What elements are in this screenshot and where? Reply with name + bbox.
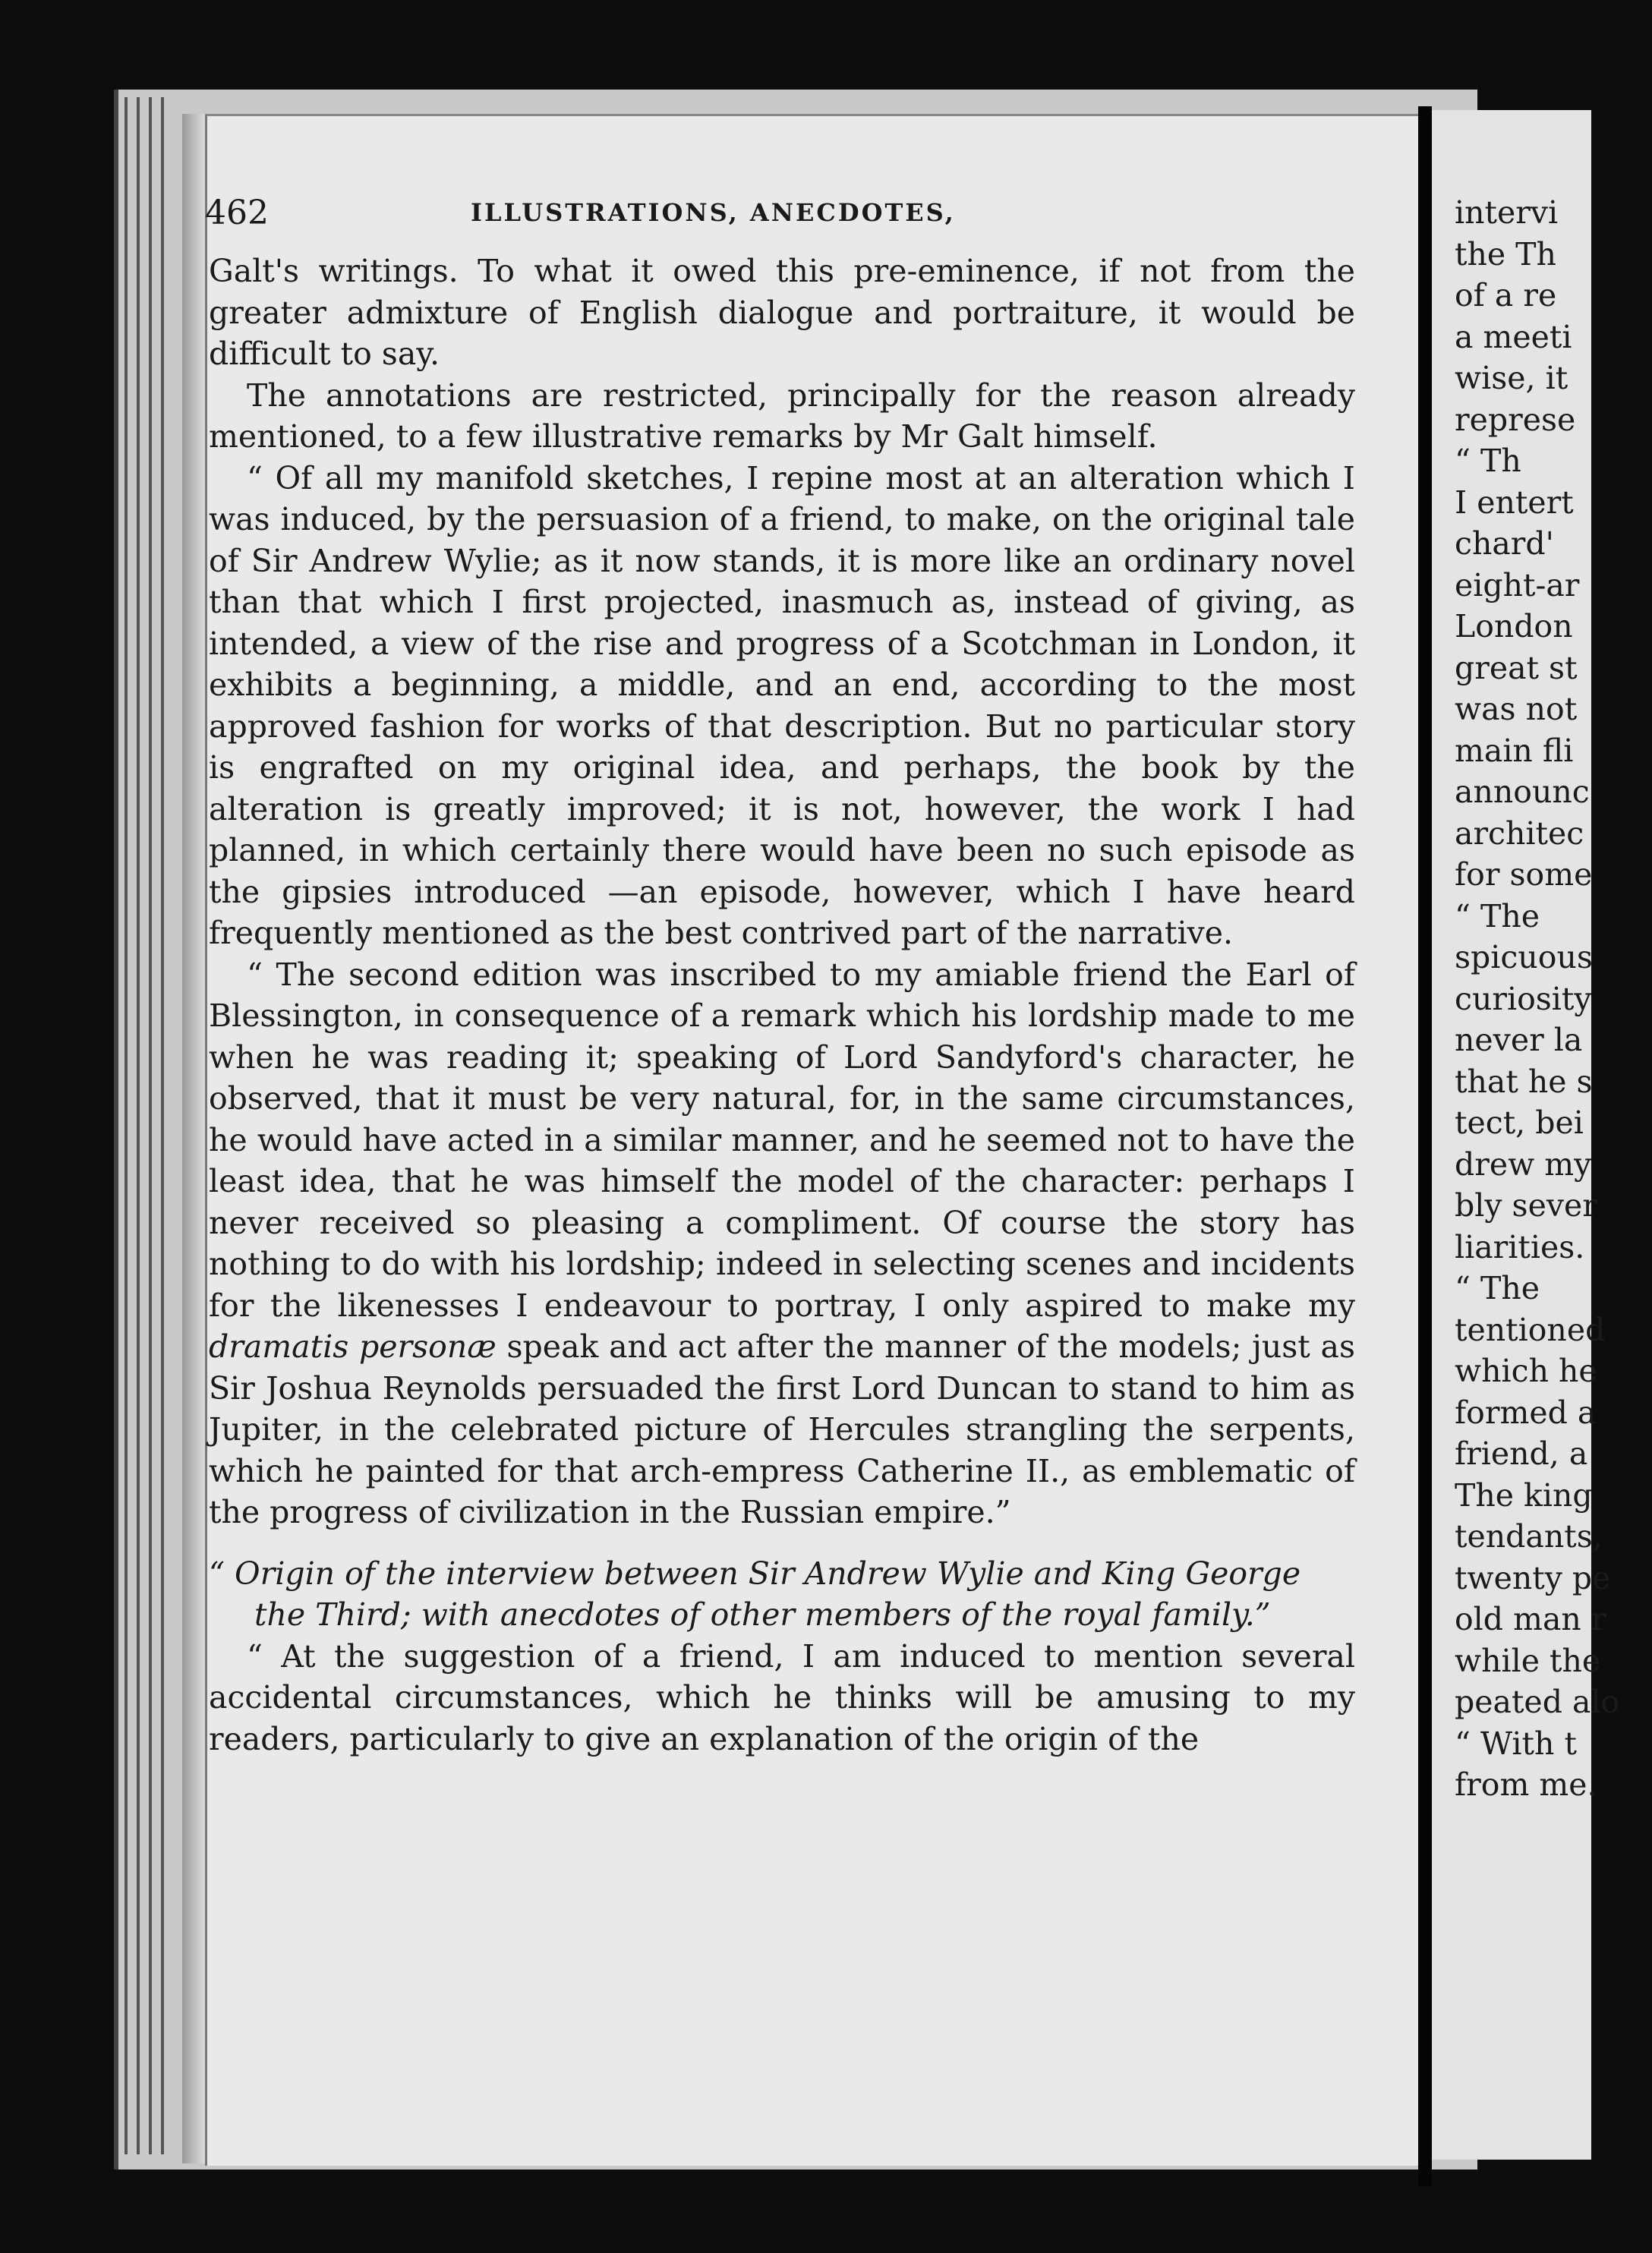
right-page-line: eight-ar xyxy=(1455,566,1580,603)
right-page-line: tendants, xyxy=(1455,1518,1603,1555)
right-page-line: “ Th xyxy=(1455,443,1521,479)
right-page-line: represe xyxy=(1455,401,1576,438)
right-page-line: “ With t xyxy=(1455,1725,1577,1762)
paragraph-text: “ The second edition was inscribed to my amiable friend the Earl of Blessington, in consequence of a remark which his lordship made to me when he was reading it; speaking of Lord Sandyford's character, he observed, that it must be very natural, for, in the same circumstances, he would have acted in a similar manner, and he seemed not to have the least idea, that he was himself the model of the character: perhaps I never received so pleasing a compliment. Of course the story has nothing to do with his lordship; indeed in selecting scenes and incidents for the likenesses I endeavour to portray, I only aspired to make my xyxy=(209,956,1355,1324)
paragraph xyxy=(209,954,1355,1533)
page-header xyxy=(0,194,1591,232)
paragraph: The annotations are restricted, principally for the reason already mentioned, to a few illustrative remarks by Mr Galt himself. xyxy=(209,377,1355,455)
right-page-line: the Th xyxy=(1455,235,1556,273)
right-page-line: architec xyxy=(1455,815,1584,852)
right-page-line: “ The xyxy=(1455,897,1540,934)
right-page-line: of a re xyxy=(1455,277,1557,314)
right-page-line: old man r xyxy=(1455,1601,1606,1637)
paragraph: Galt's writings. To what it owed this pre-eminence, if not from the greater admixture of English dialogue and portraiture, it would be difficult to say. xyxy=(209,253,1355,372)
right-page-line: chard' xyxy=(1455,525,1554,562)
right-page-line: main fli xyxy=(1455,732,1574,769)
right-page-line: which he xyxy=(1455,1353,1597,1389)
caption-line: “ Origin of the interview between Sir Andrew Wylie and King George xyxy=(209,1555,1301,1592)
right-page-line: friend, a xyxy=(1455,1435,1588,1472)
right-page-line: drew my xyxy=(1455,1145,1592,1183)
paragraph: “ Of all my manifold sketches, I repine most at an alteration which I was induced, by the persuasion of a friend, to make, on the original tale of Sir Andrew Wylie; as it now stands, it is more like an ordinary novel than that which I first projected, inasmuch as, instead of giving, as intended, a view of the rise and progress of a Scotchman in London, it exhibits a beginning, a middle, and an end, according to the most approved fashion for works of that description. But no particular story is engrafted on my original idea, and perhaps, the book by the alteration is greatly improved; it is not, however, the work I had planned, in which certainly there would have been no such episode as the gipsies introduced —an episode, however, which I have heard frequently mentioned as the best contrived part of the narrative. xyxy=(209,459,1355,951)
body-text xyxy=(209,251,1355,1760)
right-page-line: wise, it xyxy=(1455,360,1568,396)
right-page-line: curiosity xyxy=(1455,980,1592,1017)
right-page-line: twenty pe xyxy=(1455,1559,1611,1596)
italic-phrase: dramatis personæ xyxy=(209,1328,497,1365)
right-page-line: liarities. xyxy=(1455,1228,1585,1265)
right-page-line: spicuous xyxy=(1455,939,1593,975)
right-page-text xyxy=(1455,192,1652,1806)
right-page-line: I entert xyxy=(1455,484,1574,521)
right-page-line: was not xyxy=(1455,691,1578,727)
right-page xyxy=(1432,110,1620,2160)
right-page-line: that he s xyxy=(1455,1063,1593,1100)
section-caption xyxy=(209,1553,1355,1636)
right-page-line: while the xyxy=(1455,1642,1601,1679)
right-page-line: never la xyxy=(1455,1022,1583,1058)
page-edge-line xyxy=(125,97,128,2154)
right-page-line: for some xyxy=(1455,856,1593,893)
page-edge-line xyxy=(137,97,140,2154)
binding-edge xyxy=(182,114,205,2163)
right-page-line: peated alo xyxy=(1455,1684,1620,1720)
paragraph-text: speak and act after the manner of the models; just as Sir Joshua Reynolds persuaded the first Lord Duncan to stand to him as Jupiter, in the celebrated picture of Hercules strangling the serpents, which he painted for that arch-empress Catherine II., as emblematic of the progress of civilization in the Russian empire.” xyxy=(209,1328,1355,1530)
right-page-line: intervi xyxy=(1455,194,1559,231)
book-spine xyxy=(1418,106,1432,2186)
right-page-line: tentioned xyxy=(1455,1311,1606,1348)
right-page-line: formed a xyxy=(1455,1394,1597,1431)
right-page-line: tect, bei xyxy=(1455,1104,1584,1141)
page-edge-line xyxy=(161,97,164,2154)
right-page-line: a meeti xyxy=(1455,318,1572,355)
page-edge-line xyxy=(149,97,152,2154)
right-page-line: bly sever xyxy=(1455,1187,1597,1224)
right-page-line: announc xyxy=(1455,774,1590,810)
right-page-line: “ The xyxy=(1455,1270,1540,1306)
right-page-line: from me. xyxy=(1455,1766,1597,1803)
page-number: 462 xyxy=(205,194,269,232)
paragraph: “ At the suggestion of a friend, I am induced to mention several accidental circumstances, which he thinks will be amusing to my readers, particularly to give an explanation of the origin of the xyxy=(209,1637,1355,1757)
right-page-line: great st xyxy=(1455,649,1578,686)
running-head: ILLUSTRATIONS, ANECDOTES, xyxy=(471,198,956,227)
caption-line: the Third; with anecdotes of other members of the royal family.” xyxy=(254,1596,1271,1633)
right-page-line: The king xyxy=(1455,1476,1593,1514)
right-page-line: London xyxy=(1455,608,1573,644)
